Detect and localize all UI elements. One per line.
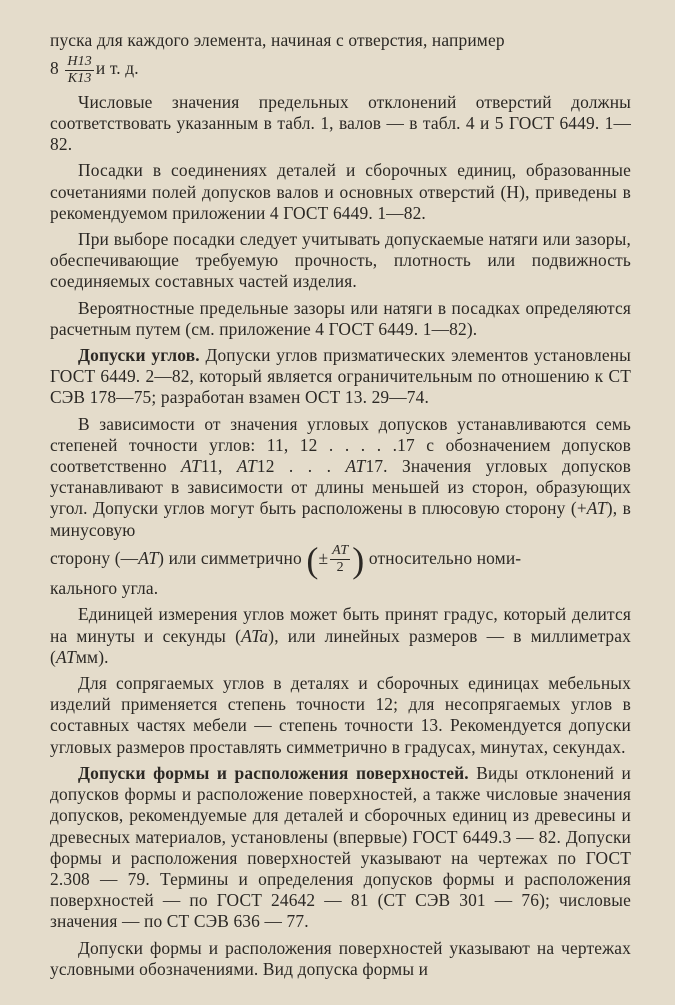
plus-minus-sign: ±: [318, 547, 329, 568]
paragraph-2: Числовые значения предельных отклонений отверстий должны соответствовать указанным в табл. 1, валов — в табл. 4 и 5 ГОСТ 6449. 1—82.: [50, 91, 631, 155]
text-p8-a: Единицей измерения углов может быть принят градус, который делится на минуты и секунды (: [50, 604, 631, 646]
symbol-at-minus: AT: [138, 547, 159, 568]
paren-right: ): [352, 539, 365, 580]
symmetric-fraction: [330, 543, 350, 576]
text-p7-b: ), в минусовую: [50, 498, 631, 540]
paragraph-10: [50, 763, 631, 933]
heading-form-tolerances: Допуски формы и расположения поверхностей.: [78, 762, 469, 783]
line-2-fraction: [50, 51, 631, 87]
symbol-ata: ATa: [241, 625, 269, 646]
text-p7-12: 12 . . .: [256, 455, 346, 476]
text-p7-c: сторону (—: [50, 547, 139, 568]
text-p10-body: Виды отклонений и допусков формы и расположение поверхностей, а также числовые значения допусков, рекомендуемые для деталей и сборочных единиц из древесины и древесных материалов, установлены (впервые) ГОСТ 6449.3 — 82. Допуски формы и расположения поверхностей указывают на чертежах по ГОСТ 2.308 — 79. Термины и определения допусков формы и расположения поверхностей — по ГОСТ 24642 — 81 (СТ СЭВ 301 — 76); числовые значения — по СТ СЭВ 636 — 77.: [50, 762, 631, 932]
paragraph-11: Допуски формы и расположения поверхностей указывают на чертежах условными обозначениями. Вид допуска формы и: [50, 937, 631, 979]
paren-left: (: [306, 539, 319, 580]
paragraph-3: Посадки в соединениях деталей и сборочных единиц, образованные сочетаниями полей допусков валов и основных отверстий (H), приведены в рекомендуемом приложении 4 ГОСТ 6449. 1—82.: [50, 160, 631, 223]
symbol-at-plus: AT: [586, 498, 607, 519]
symbol-at12: AT: [236, 455, 257, 476]
fraction-denominator: K13: [67, 70, 92, 86]
text-p7-e: относительно номи-: [364, 547, 522, 568]
fit-fraction: [65, 54, 94, 87]
text-p7-d: ) или симметрично: [158, 547, 307, 568]
symbol-at11: AT: [181, 455, 201, 476]
text-p8-c: мм).: [75, 646, 109, 667]
symbol-atmm: AT: [55, 646, 76, 667]
paragraph-7: [50, 414, 631, 541]
text-p8-b: ), или линейных размеров — в миллиметрах (: [50, 625, 631, 667]
text-p7-17: 17. Значения угловых допусков устанавливают в зависимости от длины меньшей из сторон, образующих угол. Допуски углов могут быть расположены в плюсовую сторону (+: [50, 455, 631, 519]
text-p7-a: В зависимости от значения угловых допусков устанавливаются семь степеней точности углов: 11, 12 . . . . .17 с обозначением допусков соответственно: [50, 413, 631, 476]
text-l2-post: и т. д.: [95, 58, 139, 79]
sym-fraction-denominator: 2: [336, 560, 344, 576]
text-p6-body: Допуски углов призматических элементов установлены ГОСТ 6449. 2—82, который является ограничительным по отношению к СТ СЭВ 178—75; разработан взамен ОСТ 13. 29—74.: [50, 344, 632, 408]
paragraph-4: При выборе посадки следует учитывать допускаемые натяги или зазоры, обеспечивающие требуемую прочность, плотность или подвижность соединяемых составных частей изделия.: [50, 228, 631, 292]
symbol-at17: AT: [345, 455, 366, 476]
sym-fraction-numerator: AT: [332, 543, 349, 559]
paragraph-8: [50, 604, 631, 668]
text-l1: пуска для каждого элемента, начиная с отверстия, например: [50, 30, 505, 50]
fraction-numerator: H13: [67, 53, 92, 69]
heading-angle-tolerances: Допуски углов.: [78, 344, 200, 365]
text-l2-pre: 8: [50, 58, 64, 79]
paragraph-7-formula-line: [50, 539, 631, 580]
paragraph-6: [50, 345, 631, 409]
text-p7-11: 11,: [201, 455, 237, 476]
line-1: [50, 30, 631, 51]
paragraph-9: Для сопрягаемых углов в деталях и сборочных единицах мебельных изделий применяется степень точности 12; для несопрягаемых углов в составных частях мебели — степень точности 13. Рекомендуется допуски угловых размеров проставлять симметрично в градусах, минутах, секундах.: [50, 673, 631, 757]
paragraph-7-end: кального угла.: [50, 578, 159, 599]
paragraph-5: Вероятностные предельные зазоры или натяги в посадках определяются расчетным путем (см. приложение 4 ГОСТ 6449. 1—82).: [50, 297, 631, 339]
